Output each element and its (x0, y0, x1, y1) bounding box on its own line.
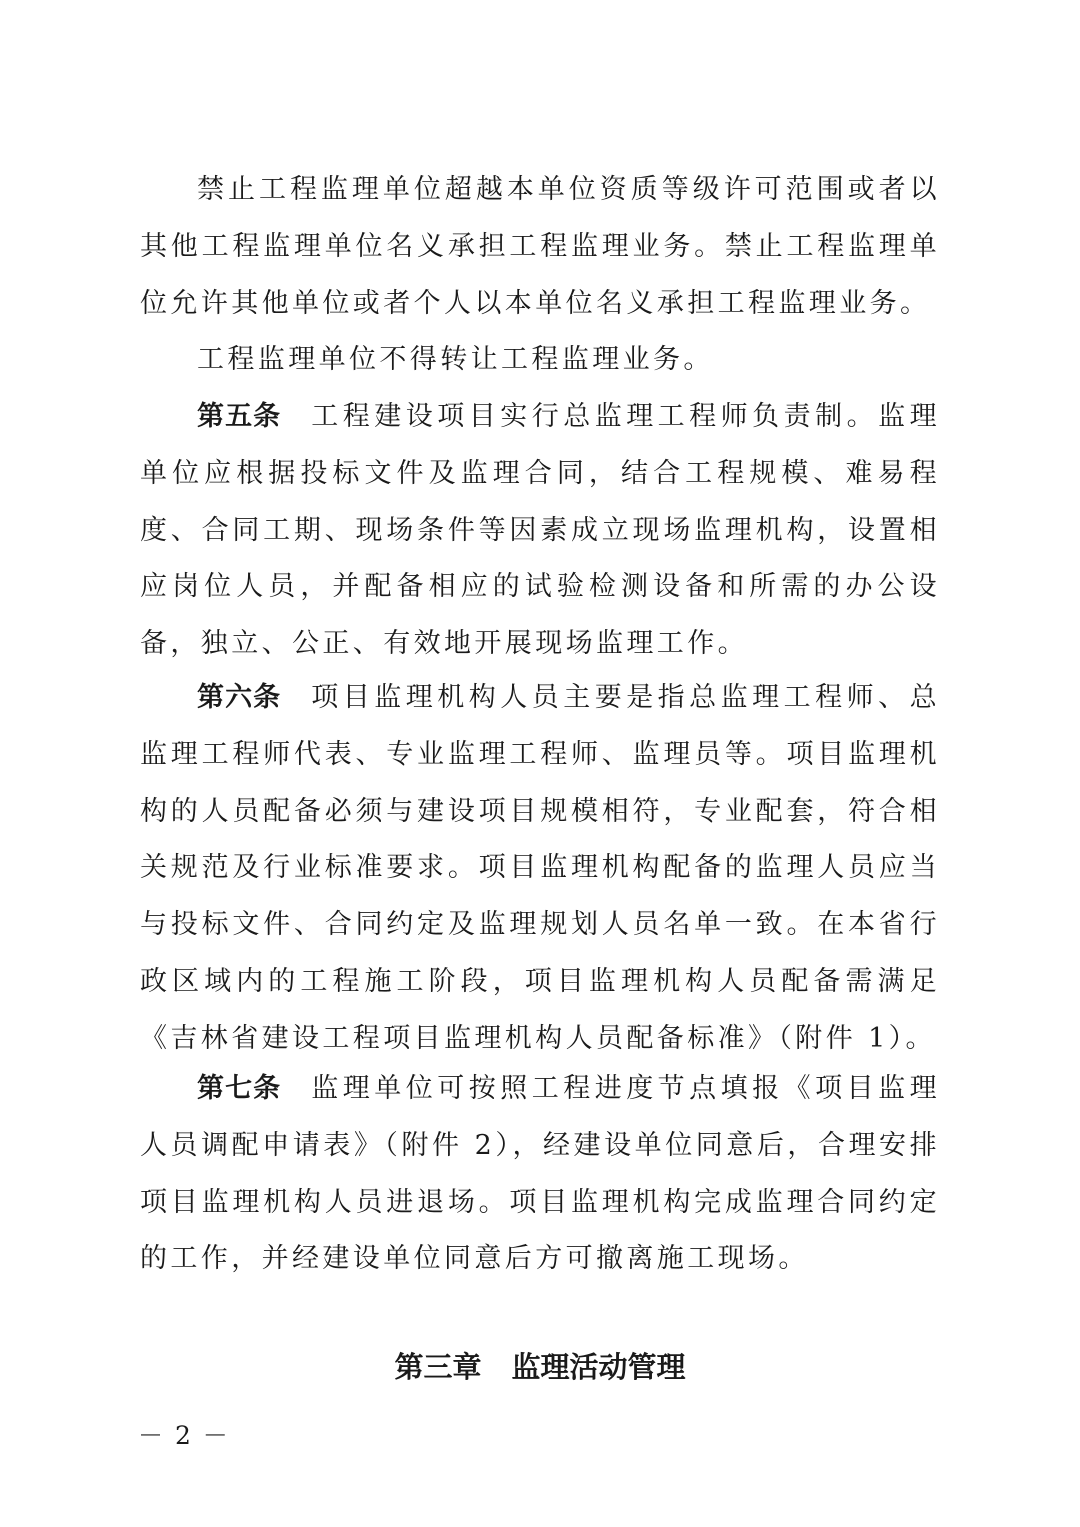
article-7-text: 监理单位可按照工程进度节点填报《项目监理人员调配申请表》（附件 2），经建设单位同意后，合理安排项目监理机构人员进退场。项目监理机构完成监理合同约定的工作，并经建设单位同意后方可撤离施工现场。 (140, 1073, 941, 1275)
article-5 (140, 389, 940, 673)
paragraph-qualification-prohibition (140, 162, 940, 332)
chapter-heading (0, 1342, 1080, 1392)
article-6 (140, 670, 940, 1068)
article-5-title: 第五条 (197, 401, 282, 432)
page-number: － 2 － (138, 1421, 230, 1450)
article-5-text: 工程建设项目实行总监理工程师负责制。监理单位应根据投标文件及监理合同，结合工程规模、难易程度、合同工期、现场条件等因素成立现场监理机构，设置相应岗位人员，并配备相应的试验检测设备和所需的办公设备，独立、公正、有效地开展现场监理工作。 (140, 401, 941, 660)
article-7-title: 第七条 (197, 1073, 282, 1104)
paragraph-text: 禁止工程监理单位超越本单位资质等级许可范围或者以其他工程监理单位名义承担工程监理业务。禁止工程监理单位允许其他单位或者个人以本单位名义承担工程监理业务。 (140, 174, 940, 319)
article-6-text: 项目监理机构人员主要是指总监理工程师、总监理工程师代表、专业监理工程师、监理员等。项目监理机构的人员配备必须与建设项目规模相符，专业配套，符合相关规范及行业标准要求。项目监理机构配备的监理人员应当与投标文件、合同约定及监理规划人员名单一致。在本省行政区域内的工程施工阶段，项目监理机构人员配备需满足《吉林省建设工程项目监理机构人员配备标准》（附件 1）。 (140, 682, 941, 1054)
article-6-title: 第六条 (197, 682, 282, 713)
paragraph-no-transfer (140, 332, 940, 389)
chapter-title: 监理活动管理 (511, 1350, 686, 1384)
chapter-number: 第三章 (394, 1350, 482, 1384)
paragraph-text: 工程监理单位不得转让工程监理业务。 (197, 344, 714, 375)
article-7 (140, 1061, 940, 1288)
